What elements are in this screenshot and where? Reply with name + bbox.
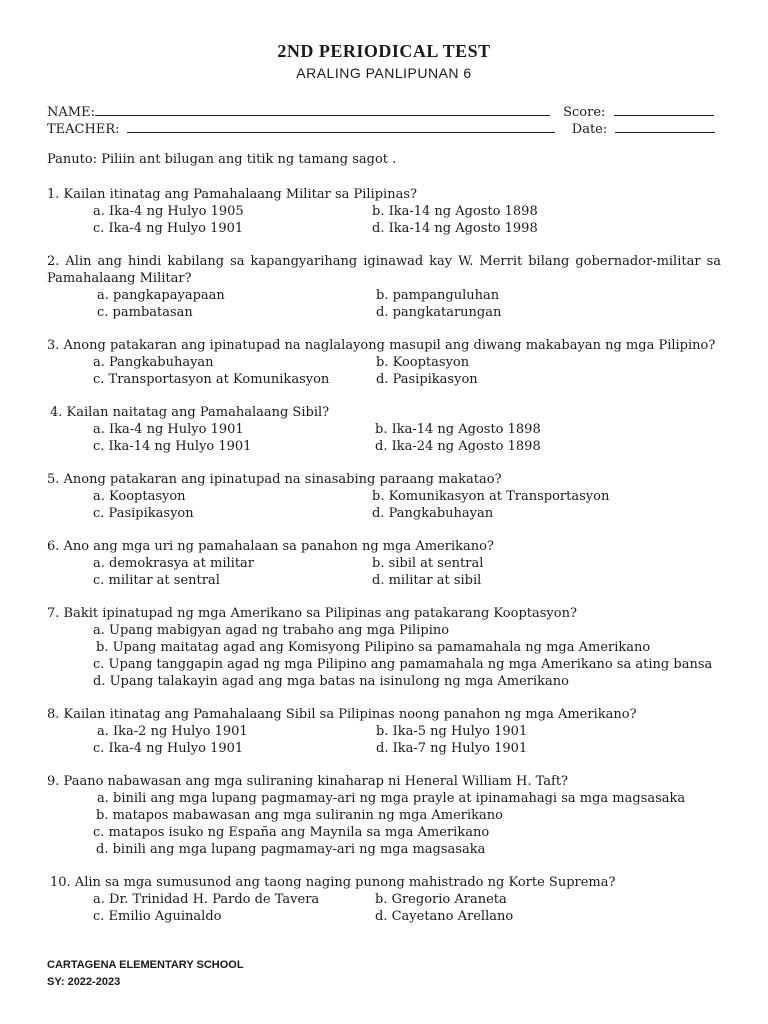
instructions: Panuto: Piliin ant bilugan ang titik ng tamang sagot . [47,152,397,167]
choice-d[interactable]: d. Ika-14 ng Agosto 1998 [372,221,538,236]
choice-a[interactable]: a. Ika-4 ng Hulyo 1901 [93,422,244,437]
score-label: Score: [563,105,606,120]
choice-d[interactable]: d. Ika-24 ng Agosto 1898 [375,439,541,454]
choices [50,891,724,925]
choice-c[interactable]: c. Ika-4 ng Hulyo 1901 [93,221,244,236]
school-year: SY: 2022-2023 [47,976,121,988]
choices [47,723,721,757]
choice-b[interactable]: b. Upang maitatag agad ang Komisyong Pilipino sa pamamahala ng mga Amerikano [96,640,651,655]
choice-c[interactable]: c. Transportasyon at Komunikasyon [93,372,330,387]
question-6 [47,538,721,589]
question-stem: 3. Anong patakaran ang ipinatupad na naglalayong masupil ang diwang makabayan ng mga Pilipino? [47,338,716,353]
question-2 [47,253,721,321]
question-stem: 7. Bakit ipinatupad ng mga Amerikano sa Pilipinas ang patakarang Kooptasyon? [47,606,577,621]
choice-c[interactable]: c. matapos isuko ng España ang Maynila sa mga Amerikano [93,825,490,840]
teacher-label: TEACHER: [47,122,120,137]
choice-d[interactable]: d. pangkatarungan [376,305,502,320]
question-stem: 5. Anong patakaran ang ipinatupad na sinasabing paraang makatao? [47,472,502,487]
choice-d[interactable]: d. Pasipikasyon [376,372,478,387]
choice-d[interactable]: d. binili ang mga lupang pagmamay-ari ng mga magsasaka [96,842,486,857]
choice-b[interactable]: b. Ika-14 ng Agosto 1898 [375,422,541,437]
page-subtitle: ARALING PANLIPUNAN 6 [296,65,472,81]
choice-c[interactable]: c. Ika-14 ng Hulyo 1901 [93,439,252,454]
choices [47,790,721,858]
choice-d[interactable]: d. Ika-7 ng Hulyo 1901 [376,741,528,756]
question-9 [47,773,721,858]
question-4 [50,404,724,455]
choice-b[interactable]: b. Ika-14 ng Agosto 1898 [372,204,538,219]
question-stem: 8. Kailan itinatag ang Pamahalaang Sibil sa Pilipinas noong panahon ng mga Amerikano? [47,707,637,722]
choice-a[interactable]: a. binili ang mga lupang pagmamay-ari ng mga prayle at ipinamahagi sa mga magsasaka [97,791,686,806]
question-stem: 1. Kailan itinatag ang Pamahalaang Militar sa Pilipinas? [47,187,417,202]
choice-a[interactable]: a. pangkapayapaan [97,288,225,303]
choice-b[interactable]: b. sibil at sentral [372,556,484,571]
question-5 [47,471,721,522]
choices [47,555,721,589]
choice-d[interactable]: d. militar at sibil [372,573,482,588]
question-stem: 4. Kailan naitatag ang Pamahalaang Sibil? [50,405,330,420]
choice-b[interactable]: b. pampanguluhan [376,288,500,303]
question-3 [47,337,721,388]
name-blank[interactable] [95,102,550,116]
choices [50,421,724,455]
teacher-date-row [47,119,715,136]
choice-c[interactable]: c. Pasipikasyon [93,506,194,521]
choice-b[interactable]: b. matapos mabawasan ang mga suliranin ng mga Amerikano [96,808,503,823]
choices [47,287,721,321]
choices [47,354,721,388]
choice-b[interactable]: b. Gregorio Araneta [375,892,507,907]
choice-d[interactable]: d. Upang talakayin agad ang mga batas na isinulong ng mga Amerikano [93,674,569,689]
school-name: CARTAGENA ELEMENTARY SCHOOL [47,959,244,971]
question-10 [50,874,724,925]
choice-a[interactable]: a. Ika-4 ng Hulyo 1905 [93,204,244,219]
choice-a[interactable]: a. Dr. Trinidad H. Pardo de Tavera [93,892,320,907]
choice-b[interactable]: b. Ika-5 ng Hulyo 1901 [376,724,528,739]
question-stem: 2. Alin ang hindi kabilang sa kapangyarihang iginawad kay W. Merrit bilang gobernador-militar sa Pamahalaang Militar? [47,254,721,286]
choice-a[interactable]: a. Upang mabigyan agad ng trabaho ang mga Pilipino [93,623,450,638]
choice-a[interactable]: a. demokrasya at militar [93,556,255,571]
choice-d[interactable]: d. Cayetano Arellano [375,909,514,924]
page-title: 2ND PERIODICAL TEST [277,41,491,61]
choice-c[interactable]: c. pambatasan [97,305,193,320]
choice-b[interactable]: b. Kooptasyon [376,355,470,370]
choice-d[interactable]: d. Pangkabuhayan [372,506,494,521]
date-label: Date: [571,122,608,137]
choice-c[interactable]: c. Emilio Aguinaldo [93,909,222,924]
choices [47,622,721,690]
choice-c[interactable]: c. Upang tanggapin agad ng mga Pilipino ang pamamahala ng mga Amerikano sa ating bansa [93,657,713,672]
question-stem: 9. Paano nabawasan ang mga suliraning kinaharap ni Heneral William H. Taft? [47,774,569,789]
name-label: NAME: [47,105,95,120]
teacher-blank[interactable] [127,119,555,133]
choice-c[interactable]: c. Ika-4 ng Hulyo 1901 [93,741,244,756]
choice-c[interactable]: c. militar at sentral [93,573,220,588]
date-blank[interactable] [615,119,715,133]
name-score-row [47,102,714,119]
score-blank[interactable] [614,102,714,116]
choice-a[interactable]: a. Kooptasyon [93,489,186,504]
choice-b[interactable]: b. Komunikasyon at Transportasyon [372,489,610,504]
choices [47,203,721,237]
question-stem: 10. Alin sa mga sumusunod ang taong naging punong mahistrado ng Korte Suprema? [50,875,616,890]
question-1 [47,186,721,237]
question-8 [47,706,721,757]
choice-a[interactable]: a. Pangkabuhayan [93,355,214,370]
choice-a[interactable]: a. Ika-2 ng Hulyo 1901 [97,724,248,739]
choices [47,488,721,522]
question-stem: 6. Ano ang mga uri ng pamahalaan sa panahon ng mga Amerikano? [47,539,494,554]
question-7 [47,605,721,690]
